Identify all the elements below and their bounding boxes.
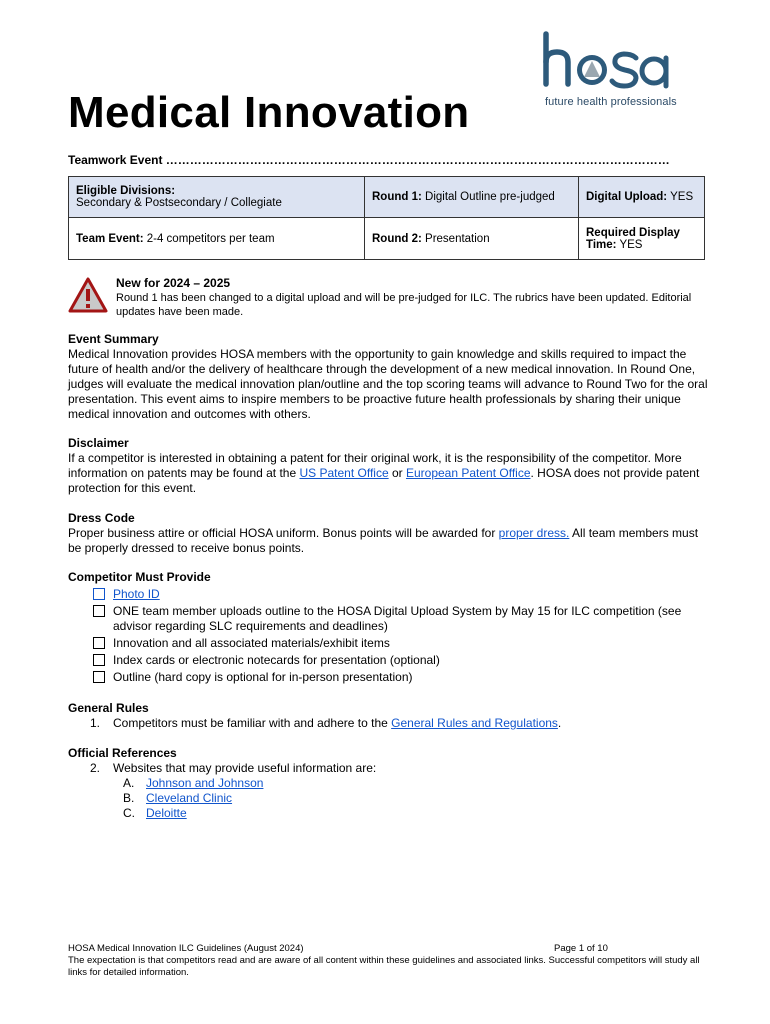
general-rule-text: Competitors must be familiar with and adhere to the: [113, 716, 392, 730]
checkbox[interactable]: [93, 671, 105, 683]
divisions-value: Secondary & Postsecondary / Collegiate: [76, 197, 282, 209]
provide-checklist: [93, 587, 708, 685]
johnson-and-johnson-link[interactable]: Johnson and Johnson: [146, 776, 264, 790]
general-rule-end: .: [557, 716, 562, 730]
checklist-item: [93, 670, 708, 685]
info-row-2: [69, 218, 705, 260]
list-letter: C.: [123, 806, 135, 820]
disclaimer-heading: Disclaimer: [68, 436, 129, 450]
round2-cell: [365, 218, 579, 260]
checklist-item: [93, 587, 708, 602]
display-cell: [579, 218, 705, 260]
round1-label: Round 1:: [372, 191, 422, 203]
upload-value: YES: [667, 191, 694, 203]
proper-dress-link[interactable]: proper dress.: [498, 526, 570, 540]
disclaimer-text: [68, 451, 708, 496]
new-notice-text: Round 1 has been changed to a digital upload and will be pre-judged for ILC. The rubrics have been updated. Editorial updates have been made.: [116, 292, 692, 318]
competitor-provide-section: [68, 570, 708, 685]
dress-text-part: Proper business attire or official HOSA uniform. Bonus points will be awarded for: [68, 526, 499, 540]
disclaimer-section: [68, 436, 708, 496]
dress-code-heading: Dress Code: [68, 511, 135, 525]
dress-text-part: All team members must be properly dressed to receive bonus points.: [68, 526, 699, 555]
list-number: 2.: [90, 761, 101, 775]
footer-page-number: Page 1 of 10: [554, 943, 608, 954]
general-rules-section: [68, 701, 708, 731]
display-value: YES: [616, 238, 643, 251]
round2-value: Presentation: [421, 232, 490, 245]
new-notice-title: New for 2024 – 2025: [116, 276, 231, 290]
deloitte-link[interactable]: Deloitte: [146, 806, 187, 820]
disclaimer-text-part: . HOSA does not provide patent protection for this event.: [68, 466, 700, 495]
display-label: Required Display Time:: [586, 226, 680, 251]
checklist-item-label: ONE team member uploads outline to the HOSA Digital Upload System by May 15 for ILC competition (see advisor regarding SLC requirements and deadlines): [113, 604, 682, 633]
upload-cell: [579, 177, 705, 218]
team-value: 2-4 competitors per team: [143, 232, 275, 245]
provide-heading: Competitor Must Provide: [68, 570, 211, 584]
event-summary-section: [68, 332, 708, 422]
warning-icon: [68, 277, 108, 313]
summary-text: Medical Innovation provides HOSA members with the opportunity to gain knowledge and skills required to impact the future of health and/or the delivery of healthcare through the development of a new medical innovation. In Round One, judges will evaluate the medical innovation plan/outline and the top scoring teams will advance to Round Two for the oral presentation. This event aims to inspire members to be proactive future health professionals by sharing their unique medical innovation and outcomes with others.: [68, 347, 708, 421]
divisions-cell: [69, 177, 365, 218]
dress-code-text: [68, 526, 708, 556]
reference-link-item: [68, 776, 708, 791]
summary-heading: Event Summary: [68, 332, 159, 346]
checklist-item-label: Outline (hard copy is optional for in-person presentation): [113, 670, 413, 684]
checkbox[interactable]: [93, 637, 105, 649]
reference-link-item: [68, 806, 708, 821]
checkbox[interactable]: [93, 654, 105, 666]
checkbox[interactable]: [93, 588, 105, 600]
official-references-section: [68, 746, 708, 821]
footer-doc-title: HOSA Medical Innovation ILC Guidelines (August 2024): [68, 943, 304, 954]
checklist-item: [93, 604, 708, 634]
team-cell: [69, 218, 365, 260]
page-title: Medical Innovation: [68, 88, 470, 137]
us-patent-office-link[interactable]: US Patent Office: [299, 466, 389, 480]
checkbox[interactable]: [93, 605, 105, 617]
footer-note: The expectation is that competitors read and are aware of all content within these guidelines and associated links. Successful competitors will study all links for detailed information.: [68, 955, 700, 978]
list-letter: B.: [123, 791, 135, 805]
general-rules-link[interactable]: General Rules and Regulations: [391, 716, 558, 730]
checklist-item: [93, 636, 708, 651]
footer-row: [68, 943, 708, 955]
references-text: Websites that may provide useful information are:: [113, 761, 377, 775]
checklist-item-label: Index cards or electronic notecards for presentation (optional): [113, 653, 440, 667]
round2-label: Round 2:: [372, 232, 422, 245]
round1-cell: [365, 177, 579, 218]
disclaimer-text-part: or: [388, 466, 406, 480]
event-info-table: [68, 176, 705, 260]
list-letter: A.: [123, 776, 135, 790]
photo-id-link[interactable]: Photo ID: [113, 587, 160, 601]
new-notice: [116, 276, 716, 319]
logo-tagline: future health professionals: [545, 96, 677, 108]
hosa-wordmark-graphic: [540, 30, 672, 92]
info-row-1: [69, 177, 705, 218]
upload-label: Digital Upload:: [586, 191, 668, 203]
list-number: 1.: [90, 716, 101, 730]
disclaimer-text-part: If a competitor is interested in obtaining a patent for their original work, it is the responsibility of the competitor. More information on patents may be found at the: [68, 451, 682, 480]
team-label: Team Event:: [76, 232, 144, 245]
divisions-label: Eligible Divisions:: [76, 185, 176, 197]
round1-value: Digital Outline pre-judged: [421, 191, 555, 203]
general-rules-heading: General Rules: [68, 701, 149, 715]
general-rule-item: [68, 716, 708, 731]
checklist-item-label: Innovation and all associated materials/exhibit items: [113, 636, 390, 650]
checklist-item: [93, 653, 708, 668]
dress-code-section: [68, 511, 708, 556]
page-footer: [68, 943, 708, 979]
reference-link-item: [68, 791, 708, 806]
event-type-line: Teamwork Event ………………………………………………………………………………………………………………: [68, 153, 670, 167]
european-patent-office-link[interactable]: European Patent Office: [405, 466, 531, 480]
references-item: [68, 761, 708, 776]
cleveland-clinic-link[interactable]: Cleveland Clinic: [146, 791, 233, 805]
references-heading: Official References: [68, 746, 177, 760]
